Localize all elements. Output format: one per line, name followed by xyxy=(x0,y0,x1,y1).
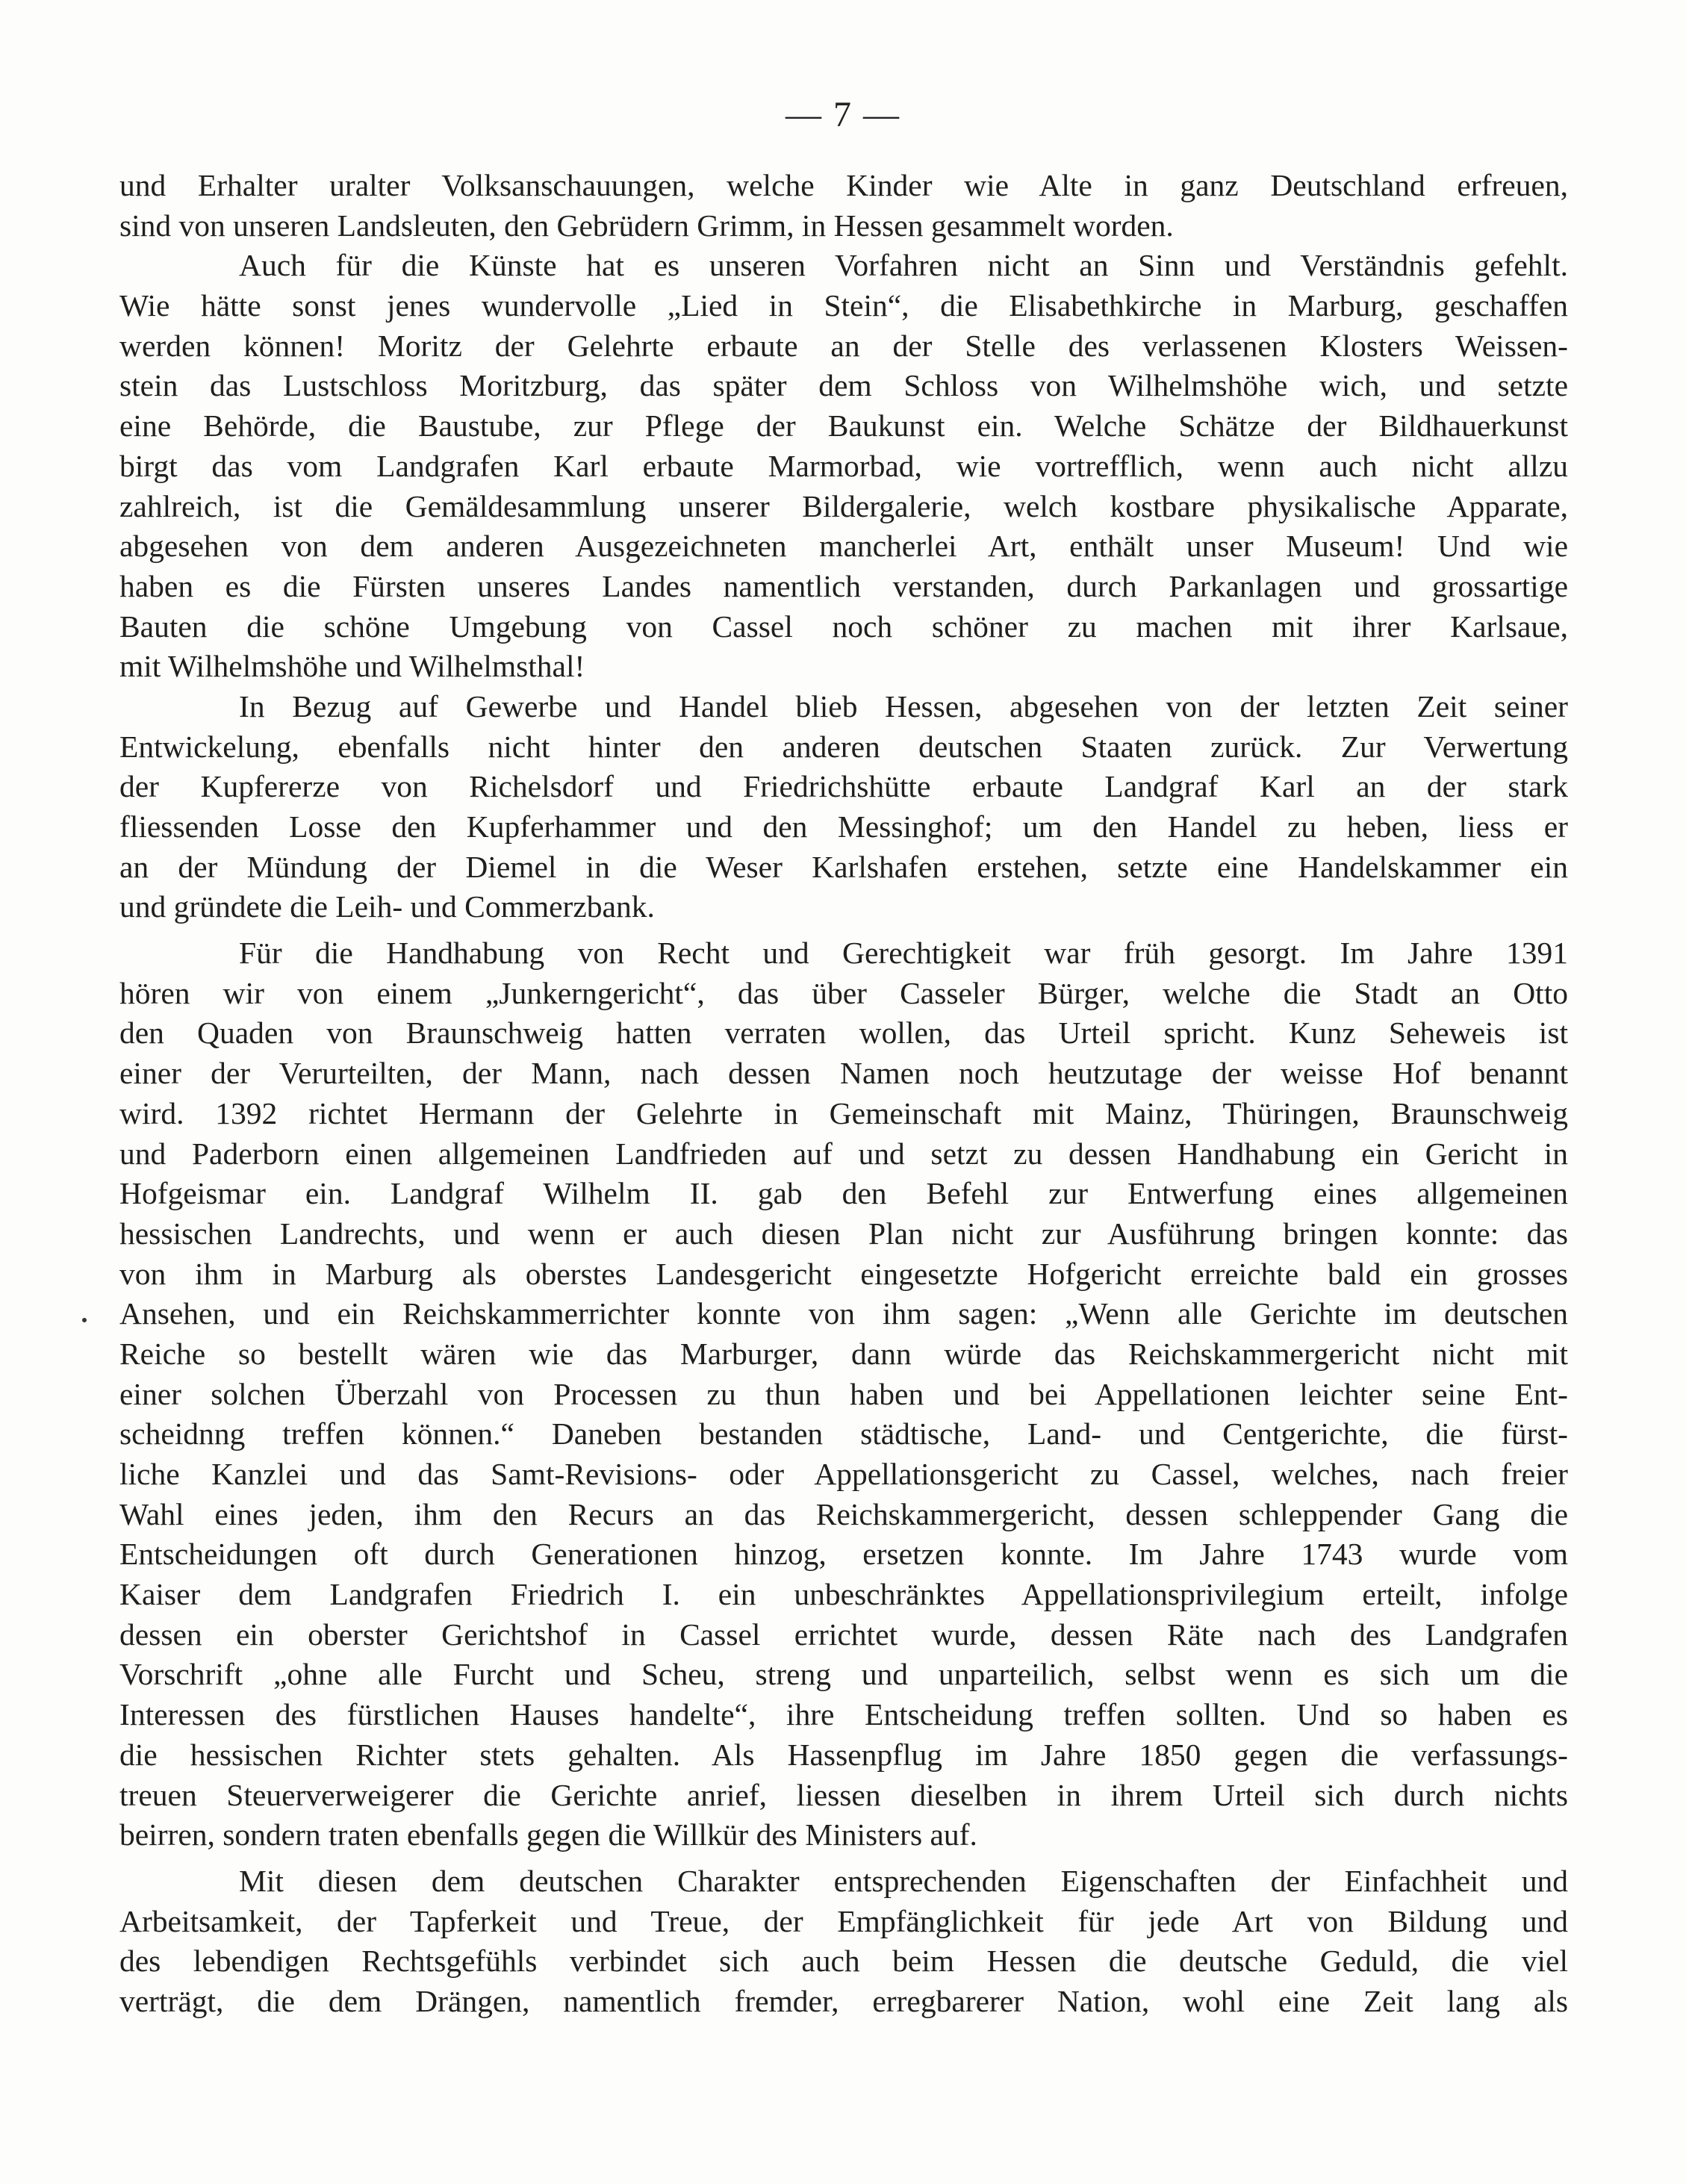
paragraph-start-line: Für die Handhabung von Recht und Gerechtigkeit war früh gesorgt. Im Jahre 1391 xyxy=(239,936,1568,971)
text-line: Hofgeismar ein. Landgraf Wilhelm II. gab den Befehl zur Entwerfung eines allgemeinen xyxy=(119,1176,1568,1211)
text-line: und gründete die Leih- und Commerzbank. xyxy=(119,889,655,924)
paragraph-start-line: Auch für die Künste hat es unseren Vorfahren nicht an Sinn und Verständnis gefehlt. xyxy=(239,248,1568,283)
text-line: mit Wilhelmshöhe und Wilhelmsthal! xyxy=(119,649,585,684)
text-line: Wie hätte sonst jenes wundervolle „Lied in Stein“, die Elisabethkirche in Marburg, geschaffen xyxy=(119,288,1568,323)
text-line: Entscheidungen oft durch Generationen hinzog, ersetzen konnte. Im Jahre 1743 wurde vom xyxy=(119,1537,1568,1572)
text-line: eine Behörde, die Baustube, zur Pflege der Baukunst ein. Welche Schätze der Bildhauerkunst xyxy=(119,408,1568,444)
text-line: treuen Steuerverweigerer die Gerichte anrief, liessen dieselben in ihrem Urteil sich durch nichts xyxy=(119,1777,1568,1812)
text-line: scheidnng treffen können.“ Daneben bestanden städtische, Land- und Centgerichte, die fürst- xyxy=(119,1416,1568,1452)
paragraph-start-line: In Bezug auf Gewerbe und Handel blieb Hessen, abgesehen von der letzten Zeit seiner xyxy=(239,688,1568,724)
text-line: fliessenden Losse den Kupferhammer und den Messinghof; um den Handel zu heben, liess er xyxy=(119,809,1568,844)
text-line: und Paderborn einen allgemeinen Landfrieden auf und setzt zu dessen Handhabung ein Gericht in xyxy=(119,1136,1568,1171)
text-line: Kaiser dem Landgrafen Friedrich I. ein unbeschränktes Appellationsprivilegium erteilt, infolge xyxy=(119,1577,1568,1612)
text-line: werden können! Moritz der Gelehrte erbaute an der Stelle des verlassenen Klosters Weissen- xyxy=(119,328,1568,363)
text-line: dessen ein oberster Gerichtshof in Cassel errichtet wurde, dessen Räte nach des Landgrafen xyxy=(119,1617,1568,1652)
paragraph-start-line: Mit diesen dem deutschen Charakter entsprechenden Eigenschaften der Einfachheit und xyxy=(239,1863,1568,1898)
text-line: Bauten die schöne Umgebung von Cassel noch schöner zu machen mit ihrer Karlsaue, xyxy=(119,609,1568,644)
text-line: an der Mündung der Diemel in die Weser Karlshafen erstehen, setzte eine Handelskammer ein xyxy=(119,849,1568,884)
text-line: stein das Lustschloss Moritzburg, das später dem Schloss von Wilhelmshöhe wich, und setzte xyxy=(119,368,1568,403)
text-line: wird. 1392 richtet Hermann der Gelehrte in Gemeinschaft mit Mainz, Thüringen, Braunschweig xyxy=(119,1095,1568,1130)
text-line: haben es die Fürsten unseres Landes namentlich verstanden, durch Parkanlagen und grossartige xyxy=(119,568,1568,603)
text-line: des lebendigen Rechtsgefühls verbindet sich auch beim Hessen die deutsche Geduld, die viel xyxy=(119,1944,1568,1979)
text-line: Ansehen, und ein Reichskammerrichter konnte von ihm sagen: „Wenn alle Gerichte im deutschen xyxy=(119,1296,1568,1331)
body-text xyxy=(119,166,1568,2022)
text-line: von ihm in Marburg als oberstes Landesgericht eingesetzte Hofgericht erreichte bald ein grosses xyxy=(119,1256,1568,1291)
text-line: hören wir von einem „Junkerngericht“, das über Casseler Bürger, welche die Stadt an Otto xyxy=(119,975,1568,1010)
text-line: der Kupfererze von Richelsdorf und Friedrichshütte erbaute Landgraf Karl an der stark xyxy=(119,769,1568,804)
text-line: einer solchen Überzahl von Processen zu thun haben und bei Appellationen leichter seine Ent- xyxy=(119,1376,1568,1411)
text-line: Reiche so bestellt wären wie das Marburger, dann würde das Reichskammergericht nicht mit xyxy=(119,1336,1568,1371)
text-line: beirren, sondern traten ebenfalls gegen die Willkür des Ministers auf. xyxy=(119,1817,977,1852)
text-line: hessischen Landrechts, und wenn er auch diesen Plan nicht zur Ausführung bringen konnte: das xyxy=(119,1216,1568,1251)
text-line: verträgt, die dem Drängen, namentlich fremder, erregbarerer Nation, wohl eine Zeit lang als xyxy=(119,1983,1568,2018)
text-line: liche Kanzlei und das Samt-Revisions- oder Appellationsgericht zu Cassel, welches, nach freier xyxy=(119,1457,1568,1491)
text-line: Wahl eines jeden, ihm den Recurs an das Reichskammergericht, dessen schleppender Gang die xyxy=(119,1496,1568,1531)
page-number: — 7 — xyxy=(786,95,900,134)
text-line: Arbeitsamkeit, der Tapferkeit und Treue, der Empfänglichkeit für jede Art von Bildung und xyxy=(119,1903,1568,1938)
text-line: den Quaden von Braunschweig hatten verraten wollen, das Urteil spricht. Kunz Seheweis ist xyxy=(119,1015,1568,1051)
text-line: abgesehen von dem anderen Ausgezeichneten mancherlei Art, enthält unser Museum! Und wie xyxy=(119,529,1568,564)
text-line: zahlreich, ist die Gemäldesammlung unserer Bildergalerie, welch kostbare physikalische Apparate, xyxy=(119,488,1568,523)
text-line: sind von unseren Landsleuten, den Gebrüdern Grimm, in Hessen gesammelt worden. xyxy=(119,208,1174,243)
text-line: birgt das vom Landgrafen Karl erbaute Marmorbad, wie vortrefflich, wenn auch nicht allzu xyxy=(119,448,1568,483)
text-line: einer der Verurteilten, der Mann, nach dessen Namen noch heutzutage der weisse Hof benannt xyxy=(119,1056,1568,1091)
text-line: Entwickelung, ebenfalls nicht hinter den anderen deutschen Staaten zurück. Zur Verwertung xyxy=(119,729,1568,764)
text-line: die hessischen Richter stets gehalten. Als Hassenpflug im Jahre 1850 gegen die verfassungs- xyxy=(119,1737,1568,1772)
margin-dot xyxy=(82,1318,87,1322)
text-line: Interessen des fürstlichen Hauses handelte“, ihre Entscheidung treffen sollten. Und so haben es xyxy=(119,1697,1568,1732)
text-line: und Erhalter uralter Volksanschauungen, welche Kinder wie Alte in ganz Deutschland erfreuen, xyxy=(119,168,1568,202)
text-line: Vorschrift „ohne alle Furcht und Scheu, streng und unparteilich, selbst wenn es sich um die xyxy=(119,1657,1568,1692)
